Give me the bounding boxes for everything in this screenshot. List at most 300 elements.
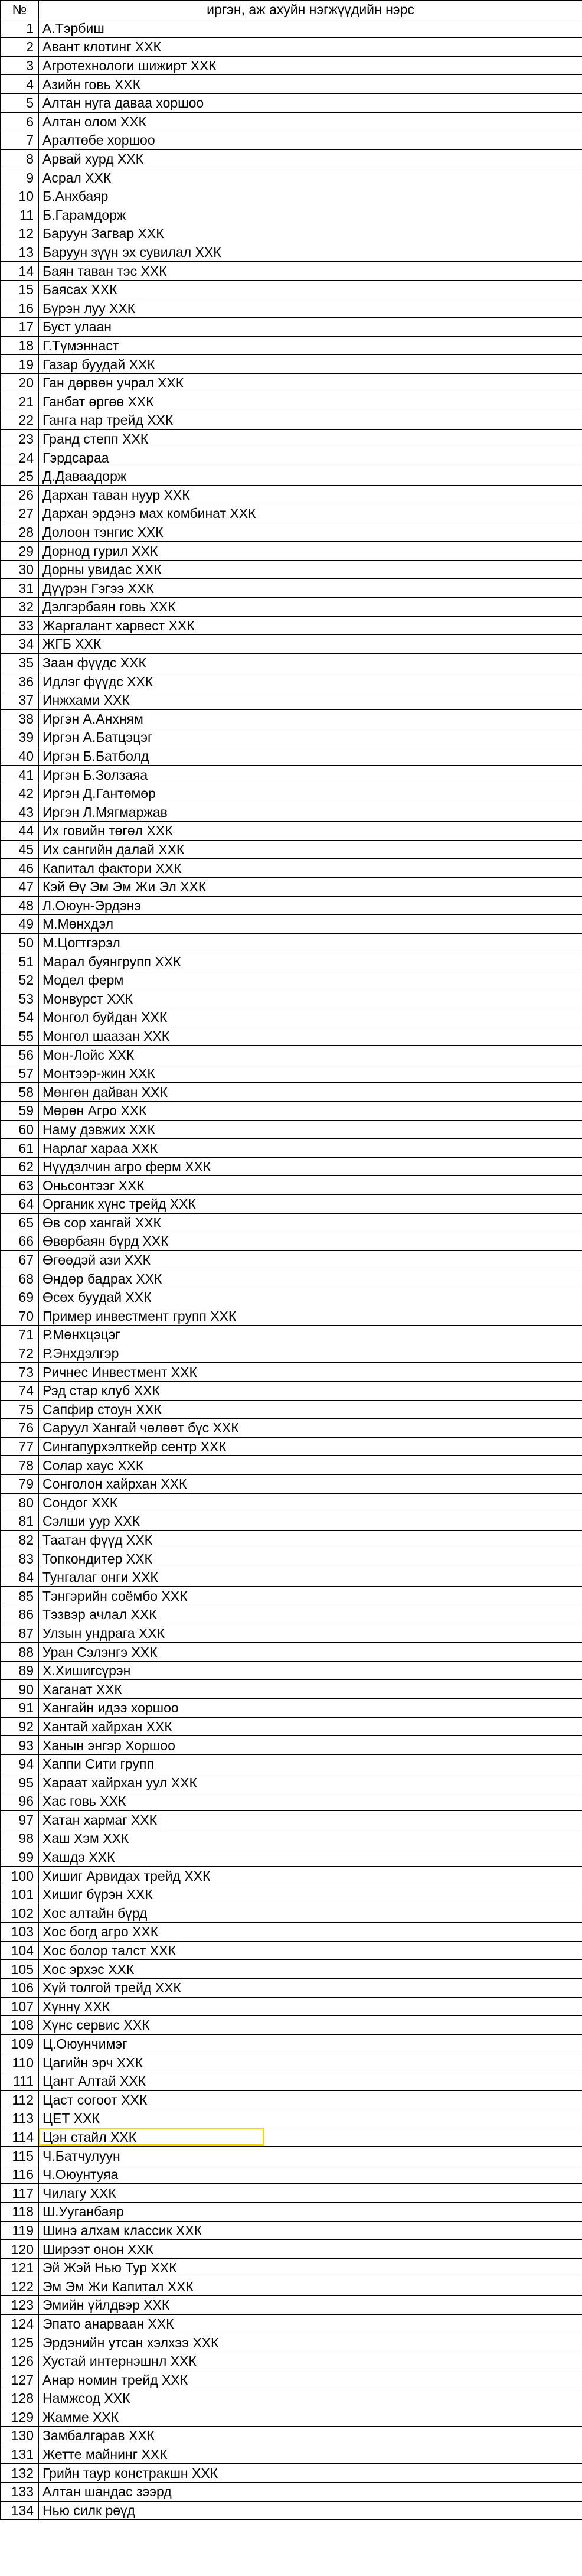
name-cell[interactable]: Уран Сэлэнгэ ХХК bbox=[39, 1643, 582, 1662]
row-number-cell[interactable]: 53 bbox=[1, 989, 39, 1008]
table-row bbox=[1, 1363, 582, 1382]
name-cell[interactable]: Ц.Оюунчимэг bbox=[39, 2034, 582, 2053]
table-row bbox=[1, 1232, 582, 1251]
name-cell[interactable]: Ган дөрвөн учрал ХХК bbox=[39, 373, 582, 392]
row-number-cell[interactable]: 91 bbox=[1, 1699, 39, 1718]
name-cell[interactable]: Сингапурхэлткейр сентр ХХК bbox=[39, 1437, 582, 1456]
name-cell[interactable]: Хашдэ ХХК bbox=[39, 1848, 582, 1867]
name-cell[interactable]: Авант клотинг ХХК bbox=[39, 38, 582, 57]
name-cell[interactable]: Нүүдэлчин агро ферм ХХК bbox=[39, 1157, 582, 1176]
name-cell[interactable]: Тэзвэр ачлал ХХК bbox=[39, 1605, 582, 1624]
table-row bbox=[1, 2128, 582, 2147]
name-cell[interactable]: Алтан нуга даваа хоршоо bbox=[39, 93, 582, 112]
row-number-cell[interactable]: 12 bbox=[1, 224, 39, 243]
name-cell[interactable]: Сондог ХХК bbox=[39, 1493, 582, 1512]
name-cell[interactable]: Баясах ХХК bbox=[39, 280, 582, 299]
row-number-cell[interactable]: 97 bbox=[1, 1810, 39, 1829]
name-cell[interactable]: Эрдэнийн утсан хэлхээ ХХК bbox=[39, 2333, 582, 2352]
table-row bbox=[1, 1120, 582, 1139]
row-number-cell[interactable]: 43 bbox=[1, 803, 39, 822]
number-column-header[interactable]: № bbox=[1, 1, 39, 19]
row-number-cell[interactable]: 36 bbox=[1, 672, 39, 691]
row-number-cell[interactable]: 27 bbox=[1, 504, 39, 523]
row-number-cell[interactable]: 106 bbox=[1, 1978, 39, 1997]
row-number-cell[interactable]: 74 bbox=[1, 1381, 39, 1400]
row-number-cell[interactable]: 120 bbox=[1, 2240, 39, 2259]
name-cell[interactable]: Органик хүнс трейд ХХК bbox=[39, 1195, 582, 1214]
name-cell[interactable]: Р.Энхдэлгэр bbox=[39, 1344, 582, 1363]
name-cell[interactable]: Дэлгэрбаян говь ХХК bbox=[39, 598, 582, 617]
name-cell[interactable]: Улзын ундрага ХХК bbox=[39, 1624, 582, 1643]
row-number-cell[interactable]: 40 bbox=[1, 747, 39, 766]
row-number-cell[interactable]: 26 bbox=[1, 486, 39, 504]
row-number-cell[interactable]: 80 bbox=[1, 1493, 39, 1512]
name-cell[interactable]: Хүннү ХХК bbox=[39, 1997, 582, 2016]
row-number-cell[interactable]: 126 bbox=[1, 2352, 39, 2370]
row-number-cell[interactable]: 129 bbox=[1, 2408, 39, 2427]
table-row bbox=[1, 877, 582, 896]
name-cell[interactable]: Монтээр-жин ХХК bbox=[39, 1064, 582, 1083]
row-number-cell[interactable]: 18 bbox=[1, 336, 39, 355]
name-cell[interactable]: Монгол буйдан ХХК bbox=[39, 1008, 582, 1027]
row-number-cell[interactable]: 41 bbox=[1, 766, 39, 784]
name-cell[interactable]: Модел ферм bbox=[39, 971, 582, 989]
row-number-cell[interactable]: 69 bbox=[1, 1288, 39, 1307]
name-cell[interactable]: Баян таван тэс ХХК bbox=[39, 262, 582, 281]
name-cell[interactable]: ЦЕТ ХХК bbox=[39, 2109, 582, 2128]
name-cell[interactable]: Кэй Өү Эм Эм Жи Эл ХХК bbox=[39, 877, 582, 896]
name-cell[interactable]: Эмийн үйлдвэр ХХК bbox=[39, 2296, 582, 2315]
name-cell[interactable]: Хос алтайн бүрд bbox=[39, 1904, 582, 1923]
row-number-cell[interactable]: 96 bbox=[1, 1792, 39, 1811]
name-cell[interactable]: Дүүрэн Гэгээ ХХК bbox=[39, 579, 582, 598]
row-number-cell[interactable]: 79 bbox=[1, 1474, 39, 1493]
row-number-cell[interactable]: 133 bbox=[1, 2482, 39, 2501]
name-cell[interactable]: Эй Жэй Нью Тур ХХК bbox=[39, 2258, 582, 2277]
name-cell[interactable]: Топкондитер ХХК bbox=[39, 1549, 582, 1568]
name-cell[interactable]: Арвай хурд ХХК bbox=[39, 149, 582, 168]
row-number-cell[interactable]: 15 bbox=[1, 280, 39, 299]
name-cell[interactable]: Нарлаг хараа ХХК bbox=[39, 1139, 582, 1158]
name-cell[interactable]: М.Цогтгэрэл bbox=[39, 933, 582, 952]
name-cell[interactable]: Хустай интернэшнл ХХК bbox=[39, 2352, 582, 2370]
name-cell[interactable]: Иргэн Б.Золзаяа bbox=[39, 766, 582, 784]
name-cell[interactable]: Хатан хармаг ХХК bbox=[39, 1810, 582, 1829]
row-number-cell[interactable]: 6 bbox=[1, 112, 39, 131]
row-number-cell[interactable]: 117 bbox=[1, 2184, 39, 2203]
name-cell[interactable]: Өндөр бадрах ХХК bbox=[39, 1269, 582, 1288]
name-cell[interactable]: Ганга нар трейд ХХК bbox=[39, 411, 582, 430]
row-number-cell[interactable]: 127 bbox=[1, 2370, 39, 2389]
name-cell[interactable]: Грийн таур констракшн ХХК bbox=[39, 2464, 582, 2483]
row-number-cell[interactable]: 46 bbox=[1, 859, 39, 878]
name-cell[interactable]: Өв сор хангай ХХК bbox=[39, 1213, 582, 1232]
table-row bbox=[1, 2109, 582, 2128]
row-number-cell[interactable]: 37 bbox=[1, 691, 39, 709]
row-number-cell[interactable]: 95 bbox=[1, 1773, 39, 1792]
row-number-cell[interactable]: 105 bbox=[1, 1960, 39, 1979]
row-number-cell[interactable]: 83 bbox=[1, 1549, 39, 1568]
row-number-cell[interactable]: 19 bbox=[1, 355, 39, 374]
name-cell[interactable]: Их говийн төгөл ХХК bbox=[39, 822, 582, 841]
row-number-cell[interactable]: 33 bbox=[1, 616, 39, 635]
row-number-cell[interactable]: 84 bbox=[1, 1568, 39, 1587]
name-cell[interactable]: Д.Даваадорж bbox=[39, 467, 582, 486]
name-cell[interactable]: Дархан эрдэнэ мах комбинат ХХК bbox=[39, 504, 582, 523]
name-cell[interactable]: Баруун Загвар ХХК bbox=[39, 224, 582, 243]
row-number-cell[interactable]: 71 bbox=[1, 1326, 39, 1344]
name-cell[interactable]: Дархан таван нуур ХХК bbox=[39, 486, 582, 504]
name-cell[interactable]: Дорнод гурил ХХК bbox=[39, 542, 582, 561]
row-number-cell[interactable]: 122 bbox=[1, 2277, 39, 2296]
name-cell[interactable]: Сэлши уур ХХК bbox=[39, 1512, 582, 1531]
row-number-cell[interactable]: 64 bbox=[1, 1195, 39, 1214]
name-cell[interactable]: Иргэн Л.Мягмаржав bbox=[39, 803, 582, 822]
name-cell[interactable]: Буст улаан bbox=[39, 318, 582, 337]
name-cell[interactable]: Тунгалаг онги ХХК bbox=[39, 1568, 582, 1587]
name-cell[interactable]: Пример инвестмент групп ХХК bbox=[39, 1307, 582, 1326]
table-row bbox=[1, 1605, 582, 1624]
table-row bbox=[1, 560, 582, 579]
row-number-cell[interactable]: 67 bbox=[1, 1250, 39, 1269]
table-row bbox=[1, 1326, 582, 1344]
name-cell[interactable]: Ганбат өргөө ХХК bbox=[39, 392, 582, 411]
name-cell[interactable]: Х.Хишигсүрэн bbox=[39, 1661, 582, 1680]
name-cell[interactable]: Ханын энгэр Хоршоо bbox=[39, 1736, 582, 1755]
name-cell[interactable]: Хишиг бүрэн ХХК bbox=[39, 1885, 582, 1904]
row-number-cell[interactable]: 10 bbox=[1, 187, 39, 206]
name-cell[interactable]: Алтан шандас зээрд bbox=[39, 2482, 582, 2501]
row-number-cell[interactable]: 39 bbox=[1, 728, 39, 747]
row-number-cell[interactable]: 109 bbox=[1, 2034, 39, 2053]
row-number-cell[interactable]: 107 bbox=[1, 1997, 39, 2016]
name-cell[interactable]: Идлэг фүүдс ХХК bbox=[39, 672, 582, 691]
name-cell[interactable]: ЖГБ ХХК bbox=[39, 635, 582, 654]
name-cell[interactable]: Цант Алтай ХХК bbox=[39, 2072, 582, 2090]
row-number-cell[interactable]: 72 bbox=[1, 1344, 39, 1363]
table-row bbox=[1, 709, 582, 728]
row-number-cell[interactable]: 132 bbox=[1, 2464, 39, 2483]
row-number-cell[interactable]: 30 bbox=[1, 560, 39, 579]
name-cell[interactable]: Цаст согоот ХХК bbox=[39, 2090, 582, 2109]
row-number-cell[interactable]: 20 bbox=[1, 373, 39, 392]
name-cell[interactable]: Г.Түмэннаст bbox=[39, 336, 582, 355]
name-cell[interactable]: Ширээт онон ХХК bbox=[39, 2240, 582, 2259]
row-number-cell[interactable]: 55 bbox=[1, 1027, 39, 1046]
row-number-cell[interactable]: 123 bbox=[1, 2296, 39, 2315]
row-number-cell[interactable]: 16 bbox=[1, 299, 39, 318]
name-cell[interactable]: Баруун зүүн эх сувилал ХХК bbox=[39, 243, 582, 262]
name-cell[interactable]: Хишиг Арвидах трейд ХХК bbox=[39, 1867, 582, 1885]
name-cell[interactable]: Таатан фүүд ХХК bbox=[39, 1530, 582, 1549]
row-number-cell[interactable]: 81 bbox=[1, 1512, 39, 1531]
name-cell[interactable]: Ш.Ууганбаяр bbox=[39, 2203, 582, 2222]
table-row bbox=[1, 2352, 582, 2370]
row-number-cell[interactable]: 104 bbox=[1, 1941, 39, 1960]
row-number-cell[interactable]: 57 bbox=[1, 1064, 39, 1083]
name-cell[interactable]: Хаппи Сити групп bbox=[39, 1754, 582, 1773]
row-number-cell[interactable]: 60 bbox=[1, 1120, 39, 1139]
row-number-cell[interactable]: 22 bbox=[1, 411, 39, 430]
name-cell[interactable]: Хараат хайрхан уул ХХК bbox=[39, 1773, 582, 1792]
row-number-cell[interactable]: 47 bbox=[1, 877, 39, 896]
name-cell[interactable]: Хос богд агро ХХК bbox=[39, 1923, 582, 1942]
name-cell[interactable]: Инжхами ХХК bbox=[39, 691, 582, 709]
name-cell[interactable]: Эпато анарваан ХХК bbox=[39, 2314, 582, 2333]
row-number-cell[interactable]: 99 bbox=[1, 1848, 39, 1867]
table-row bbox=[1, 1941, 582, 1960]
row-number-cell[interactable]: 52 bbox=[1, 971, 39, 989]
name-cell[interactable]: Нью силк рөүд bbox=[39, 2501, 582, 2520]
row-number-cell[interactable]: 134 bbox=[1, 2501, 39, 2520]
table-row bbox=[1, 38, 582, 57]
name-cell[interactable]: Азийн говь ХХК bbox=[39, 75, 582, 94]
row-number-cell[interactable]: 8 bbox=[1, 149, 39, 168]
row-number-cell[interactable]: 45 bbox=[1, 840, 39, 859]
row-number-cell[interactable]: 93 bbox=[1, 1736, 39, 1755]
table-row bbox=[1, 2464, 582, 2483]
name-cell[interactable]: Анар номин трейд ХХК bbox=[39, 2370, 582, 2389]
name-column-header[interactable]: иргэн, аж ахуйн нэгжүүдийн нэрс bbox=[39, 1, 582, 19]
table-row bbox=[1, 1102, 582, 1121]
row-number-cell[interactable]: 3 bbox=[1, 56, 39, 75]
row-number-cell[interactable]: 114 bbox=[1, 2128, 39, 2147]
table-row bbox=[1, 1643, 582, 1662]
row-number-cell[interactable]: 23 bbox=[1, 429, 39, 448]
name-cell[interactable]: Оньсонтээг ХХК bbox=[39, 1176, 582, 1195]
row-number-cell[interactable]: 25 bbox=[1, 467, 39, 486]
row-number-cell[interactable]: 5 bbox=[1, 93, 39, 112]
row-number-cell[interactable]: 14 bbox=[1, 262, 39, 281]
row-number-cell[interactable]: 115 bbox=[1, 2147, 39, 2165]
name-cell[interactable]: Өгөөдэй ази ХХК bbox=[39, 1250, 582, 1269]
name-cell[interactable]: Солар хаус ХХК bbox=[39, 1456, 582, 1475]
row-number-cell[interactable]: 66 bbox=[1, 1232, 39, 1251]
row-number-cell[interactable]: 62 bbox=[1, 1157, 39, 1176]
name-cell[interactable]: Хүй толгой трейд ХХК bbox=[39, 1978, 582, 1997]
row-number-cell[interactable]: 118 bbox=[1, 2203, 39, 2222]
table-row bbox=[1, 1288, 582, 1307]
row-number-cell[interactable]: 13 bbox=[1, 243, 39, 262]
row-number-cell[interactable]: 130 bbox=[1, 2427, 39, 2445]
row-number-cell[interactable]: 112 bbox=[1, 2090, 39, 2109]
row-number-cell[interactable]: 86 bbox=[1, 1605, 39, 1624]
table-row bbox=[1, 1624, 582, 1643]
name-cell[interactable]: Иргэн Д.Гантөмөр bbox=[39, 784, 582, 803]
row-number-cell[interactable]: 101 bbox=[1, 1885, 39, 1904]
name-cell[interactable]: Хос эрхэс ХХК bbox=[39, 1960, 582, 1979]
row-number-cell[interactable]: 75 bbox=[1, 1400, 39, 1419]
row-number-cell[interactable]: 89 bbox=[1, 1661, 39, 1680]
row-number-cell[interactable]: 78 bbox=[1, 1456, 39, 1475]
row-number-cell[interactable]: 34 bbox=[1, 635, 39, 654]
name-cell[interactable]: Иргэн А.Батцэцэг bbox=[39, 728, 582, 747]
name-cell[interactable]: Тэнгэрийн соёмбо ХХК bbox=[39, 1587, 582, 1605]
name-cell[interactable]: Сонголон хайрхан ХХК bbox=[39, 1474, 582, 1493]
row-number-cell[interactable]: 116 bbox=[1, 2165, 39, 2184]
row-number-cell[interactable]: 11 bbox=[1, 206, 39, 224]
name-cell[interactable]: Жаргалант харвест ХХК bbox=[39, 616, 582, 635]
table-row bbox=[1, 1027, 582, 1046]
name-cell[interactable]: Монгол шаазан ХХК bbox=[39, 1027, 582, 1046]
name-cell[interactable]: Алтан олом ХХК bbox=[39, 112, 582, 131]
name-cell[interactable]: М.Мөнхдэл bbox=[39, 915, 582, 934]
name-cell[interactable]: Долоон тэнгис ХХК bbox=[39, 523, 582, 542]
name-cell[interactable]: А.Тэрбиш bbox=[39, 19, 582, 38]
row-number-cell[interactable]: 38 bbox=[1, 709, 39, 728]
table-row bbox=[1, 691, 582, 709]
name-cell[interactable]: Хос болор талст ХХК bbox=[39, 1941, 582, 1960]
row-number-cell[interactable]: 70 bbox=[1, 1307, 39, 1326]
name-cell[interactable]: Монвурст ХХК bbox=[39, 989, 582, 1008]
name-cell[interactable]: Марал буянгрупп ХХК bbox=[39, 952, 582, 971]
row-number-cell[interactable]: 76 bbox=[1, 1419, 39, 1438]
row-number-cell[interactable]: 85 bbox=[1, 1587, 39, 1605]
row-number-cell[interactable]: 44 bbox=[1, 822, 39, 841]
table-row bbox=[1, 149, 582, 168]
name-cell[interactable]: Хүнс сервис ХХК bbox=[39, 2016, 582, 2035]
name-cell[interactable]: Капитал фактори ХХК bbox=[39, 859, 582, 878]
name-cell[interactable]: Б.Гарамдорж bbox=[39, 206, 582, 224]
name-cell[interactable]: Мон-Лойс ХХК bbox=[39, 1046, 582, 1064]
row-number-cell[interactable]: 98 bbox=[1, 1829, 39, 1848]
row-number-cell[interactable]: 29 bbox=[1, 542, 39, 561]
row-number-cell[interactable]: 65 bbox=[1, 1213, 39, 1232]
name-cell[interactable]: Р.Мөнхцэцэг bbox=[39, 1326, 582, 1344]
row-number-cell[interactable]: 59 bbox=[1, 1102, 39, 1121]
table-row bbox=[1, 187, 582, 206]
row-number-cell[interactable]: 9 bbox=[1, 168, 39, 187]
name-cell[interactable]: Агротехнологи шижирт ХХК bbox=[39, 56, 582, 75]
row-number-cell[interactable]: 88 bbox=[1, 1643, 39, 1662]
row-number-cell[interactable]: 124 bbox=[1, 2314, 39, 2333]
row-number-cell[interactable]: 63 bbox=[1, 1176, 39, 1195]
row-number-cell[interactable]: 58 bbox=[1, 1083, 39, 1102]
row-number-cell[interactable]: 111 bbox=[1, 2072, 39, 2090]
name-cell[interactable]: Чилагу ХХК bbox=[39, 2184, 582, 2203]
name-cell[interactable]: Асрал ХХК bbox=[39, 168, 582, 187]
table-row bbox=[1, 598, 582, 617]
name-cell[interactable]: Иргэн Б.Батболд bbox=[39, 747, 582, 766]
row-number-cell[interactable]: 32 bbox=[1, 598, 39, 617]
name-cell[interactable]: Б.Анхбаяр bbox=[39, 187, 582, 206]
name-cell[interactable]: Мөнгөн дайван ХХК bbox=[39, 1083, 582, 1102]
row-number-cell[interactable]: 68 bbox=[1, 1269, 39, 1288]
name-cell[interactable]: Ричнес Инвестмент ХХК bbox=[39, 1363, 582, 1382]
row-number-cell[interactable]: 42 bbox=[1, 784, 39, 803]
name-cell[interactable]: Хантай хайрхан ХХК bbox=[39, 1717, 582, 1736]
name-cell[interactable]: Хангайн идээ хоршоо bbox=[39, 1699, 582, 1718]
row-number-cell[interactable]: 21 bbox=[1, 392, 39, 411]
row-number-cell[interactable]: 73 bbox=[1, 1363, 39, 1382]
row-number-cell[interactable]: 128 bbox=[1, 2389, 39, 2408]
name-cell[interactable]: Ч.Батчулуун bbox=[39, 2147, 582, 2165]
row-number-cell[interactable]: 119 bbox=[1, 2221, 39, 2240]
name-cell[interactable]: Цагийн эрч ХХК bbox=[39, 2053, 582, 2072]
name-cell[interactable]: Жетте майнинг ХХК bbox=[39, 2445, 582, 2464]
name-cell[interactable]: Эм Эм Жи Капитал ХХК bbox=[39, 2277, 582, 2296]
name-cell[interactable]: Мөрөн Агро ХХК bbox=[39, 1102, 582, 1121]
row-number-cell[interactable]: 49 bbox=[1, 915, 39, 934]
row-number-cell[interactable]: 56 bbox=[1, 1046, 39, 1064]
row-number-cell[interactable]: 17 bbox=[1, 318, 39, 337]
name-cell[interactable]: Сапфир стоун ХХК bbox=[39, 1400, 582, 1419]
name-cell[interactable]: Их сангийн далай ХХК bbox=[39, 840, 582, 859]
row-number-cell[interactable]: 121 bbox=[1, 2258, 39, 2277]
name-cell[interactable]: Наму дэвжих ХХК bbox=[39, 1120, 582, 1139]
name-cell[interactable]: Шинэ алхам классик ХХК bbox=[39, 2221, 582, 2240]
row-number-cell[interactable]: 7 bbox=[1, 131, 39, 150]
row-number-cell[interactable]: 100 bbox=[1, 1867, 39, 1885]
row-number-cell[interactable]: 50 bbox=[1, 933, 39, 952]
name-cell[interactable]: Рэд стар клуб ХХК bbox=[39, 1381, 582, 1400]
name-cell[interactable]: Газар буудай ХХК bbox=[39, 355, 582, 374]
row-number-cell[interactable]: 87 bbox=[1, 1624, 39, 1643]
row-number-cell[interactable]: 77 bbox=[1, 1437, 39, 1456]
name-cell[interactable]: Иргэн А.Анхням bbox=[39, 709, 582, 728]
row-number-cell[interactable]: 54 bbox=[1, 1008, 39, 1027]
name-cell[interactable]: Л.Оюун-Эрдэнэ bbox=[39, 896, 582, 915]
name-cell[interactable]: Аралтөбе хоршоо bbox=[39, 131, 582, 150]
name-cell[interactable]: Заан фүүдс ХХК bbox=[39, 653, 582, 672]
row-number-cell[interactable]: 48 bbox=[1, 896, 39, 915]
row-number-cell[interactable]: 2 bbox=[1, 38, 39, 57]
row-number-cell[interactable]: 92 bbox=[1, 1717, 39, 1736]
table-row bbox=[1, 243, 582, 262]
table-row bbox=[1, 2445, 582, 2464]
table-row bbox=[1, 1661, 582, 1680]
row-number-cell[interactable]: 108 bbox=[1, 2016, 39, 2035]
row-number-cell[interactable]: 103 bbox=[1, 1923, 39, 1942]
name-cell[interactable]: Дорны увидас ХХК bbox=[39, 560, 582, 579]
name-cell[interactable]: Жамме ХХК bbox=[39, 2408, 582, 2427]
row-number-cell[interactable]: 110 bbox=[1, 2053, 39, 2072]
name-cell[interactable]: Өсөх буудай ХХК bbox=[39, 1288, 582, 1307]
table-row bbox=[1, 1139, 582, 1158]
name-cell[interactable]: Гранд степп ХХК bbox=[39, 429, 582, 448]
row-number-cell[interactable]: 35 bbox=[1, 653, 39, 672]
name-cell[interactable]: Гэрдсараа bbox=[39, 448, 582, 467]
name-cell[interactable]: Өвөрбаян бүрд ХХК bbox=[39, 1232, 582, 1251]
row-number-cell[interactable]: 102 bbox=[1, 1904, 39, 1923]
row-number-cell[interactable]: 113 bbox=[1, 2109, 39, 2128]
row-number-cell[interactable]: 90 bbox=[1, 1680, 39, 1699]
row-number-cell[interactable]: 24 bbox=[1, 448, 39, 467]
table-row bbox=[1, 2370, 582, 2389]
name-cell[interactable]: Хас говь ХХК bbox=[39, 1792, 582, 1811]
row-number-cell[interactable]: 125 bbox=[1, 2333, 39, 2352]
row-number-cell[interactable]: 1 bbox=[1, 19, 39, 38]
name-cell[interactable]: Хаганат ХХК bbox=[39, 1680, 582, 1699]
table-row bbox=[1, 1512, 582, 1531]
table-row bbox=[1, 1810, 582, 1829]
name-cell[interactable]: Бүрэн луу ХХК bbox=[39, 299, 582, 318]
name-cell[interactable]: Саруул Хангай чөлөөт бүс ХХК bbox=[39, 1419, 582, 1438]
row-number-cell[interactable]: 4 bbox=[1, 75, 39, 94]
row-number-cell[interactable]: 131 bbox=[1, 2445, 39, 2464]
name-cell[interactable]: Намжсод ХХК bbox=[39, 2389, 582, 2408]
row-number-cell[interactable]: 61 bbox=[1, 1139, 39, 1158]
row-number-cell[interactable]: 51 bbox=[1, 952, 39, 971]
row-number-cell[interactable]: 94 bbox=[1, 1754, 39, 1773]
name-cell[interactable]: Замбалгарав ХХК bbox=[39, 2427, 582, 2445]
name-cell[interactable]: Ч.Оюунтуяа bbox=[39, 2165, 582, 2184]
row-number-cell[interactable]: 31 bbox=[1, 579, 39, 598]
row-number-cell[interactable]: 28 bbox=[1, 523, 39, 542]
name-cell[interactable]: Хаш Хэм ХХК bbox=[39, 1829, 582, 1848]
row-number-cell[interactable]: 82 bbox=[1, 1530, 39, 1549]
selected-name-cell[interactable]: Цэн стайл ХХК bbox=[39, 2128, 582, 2147]
